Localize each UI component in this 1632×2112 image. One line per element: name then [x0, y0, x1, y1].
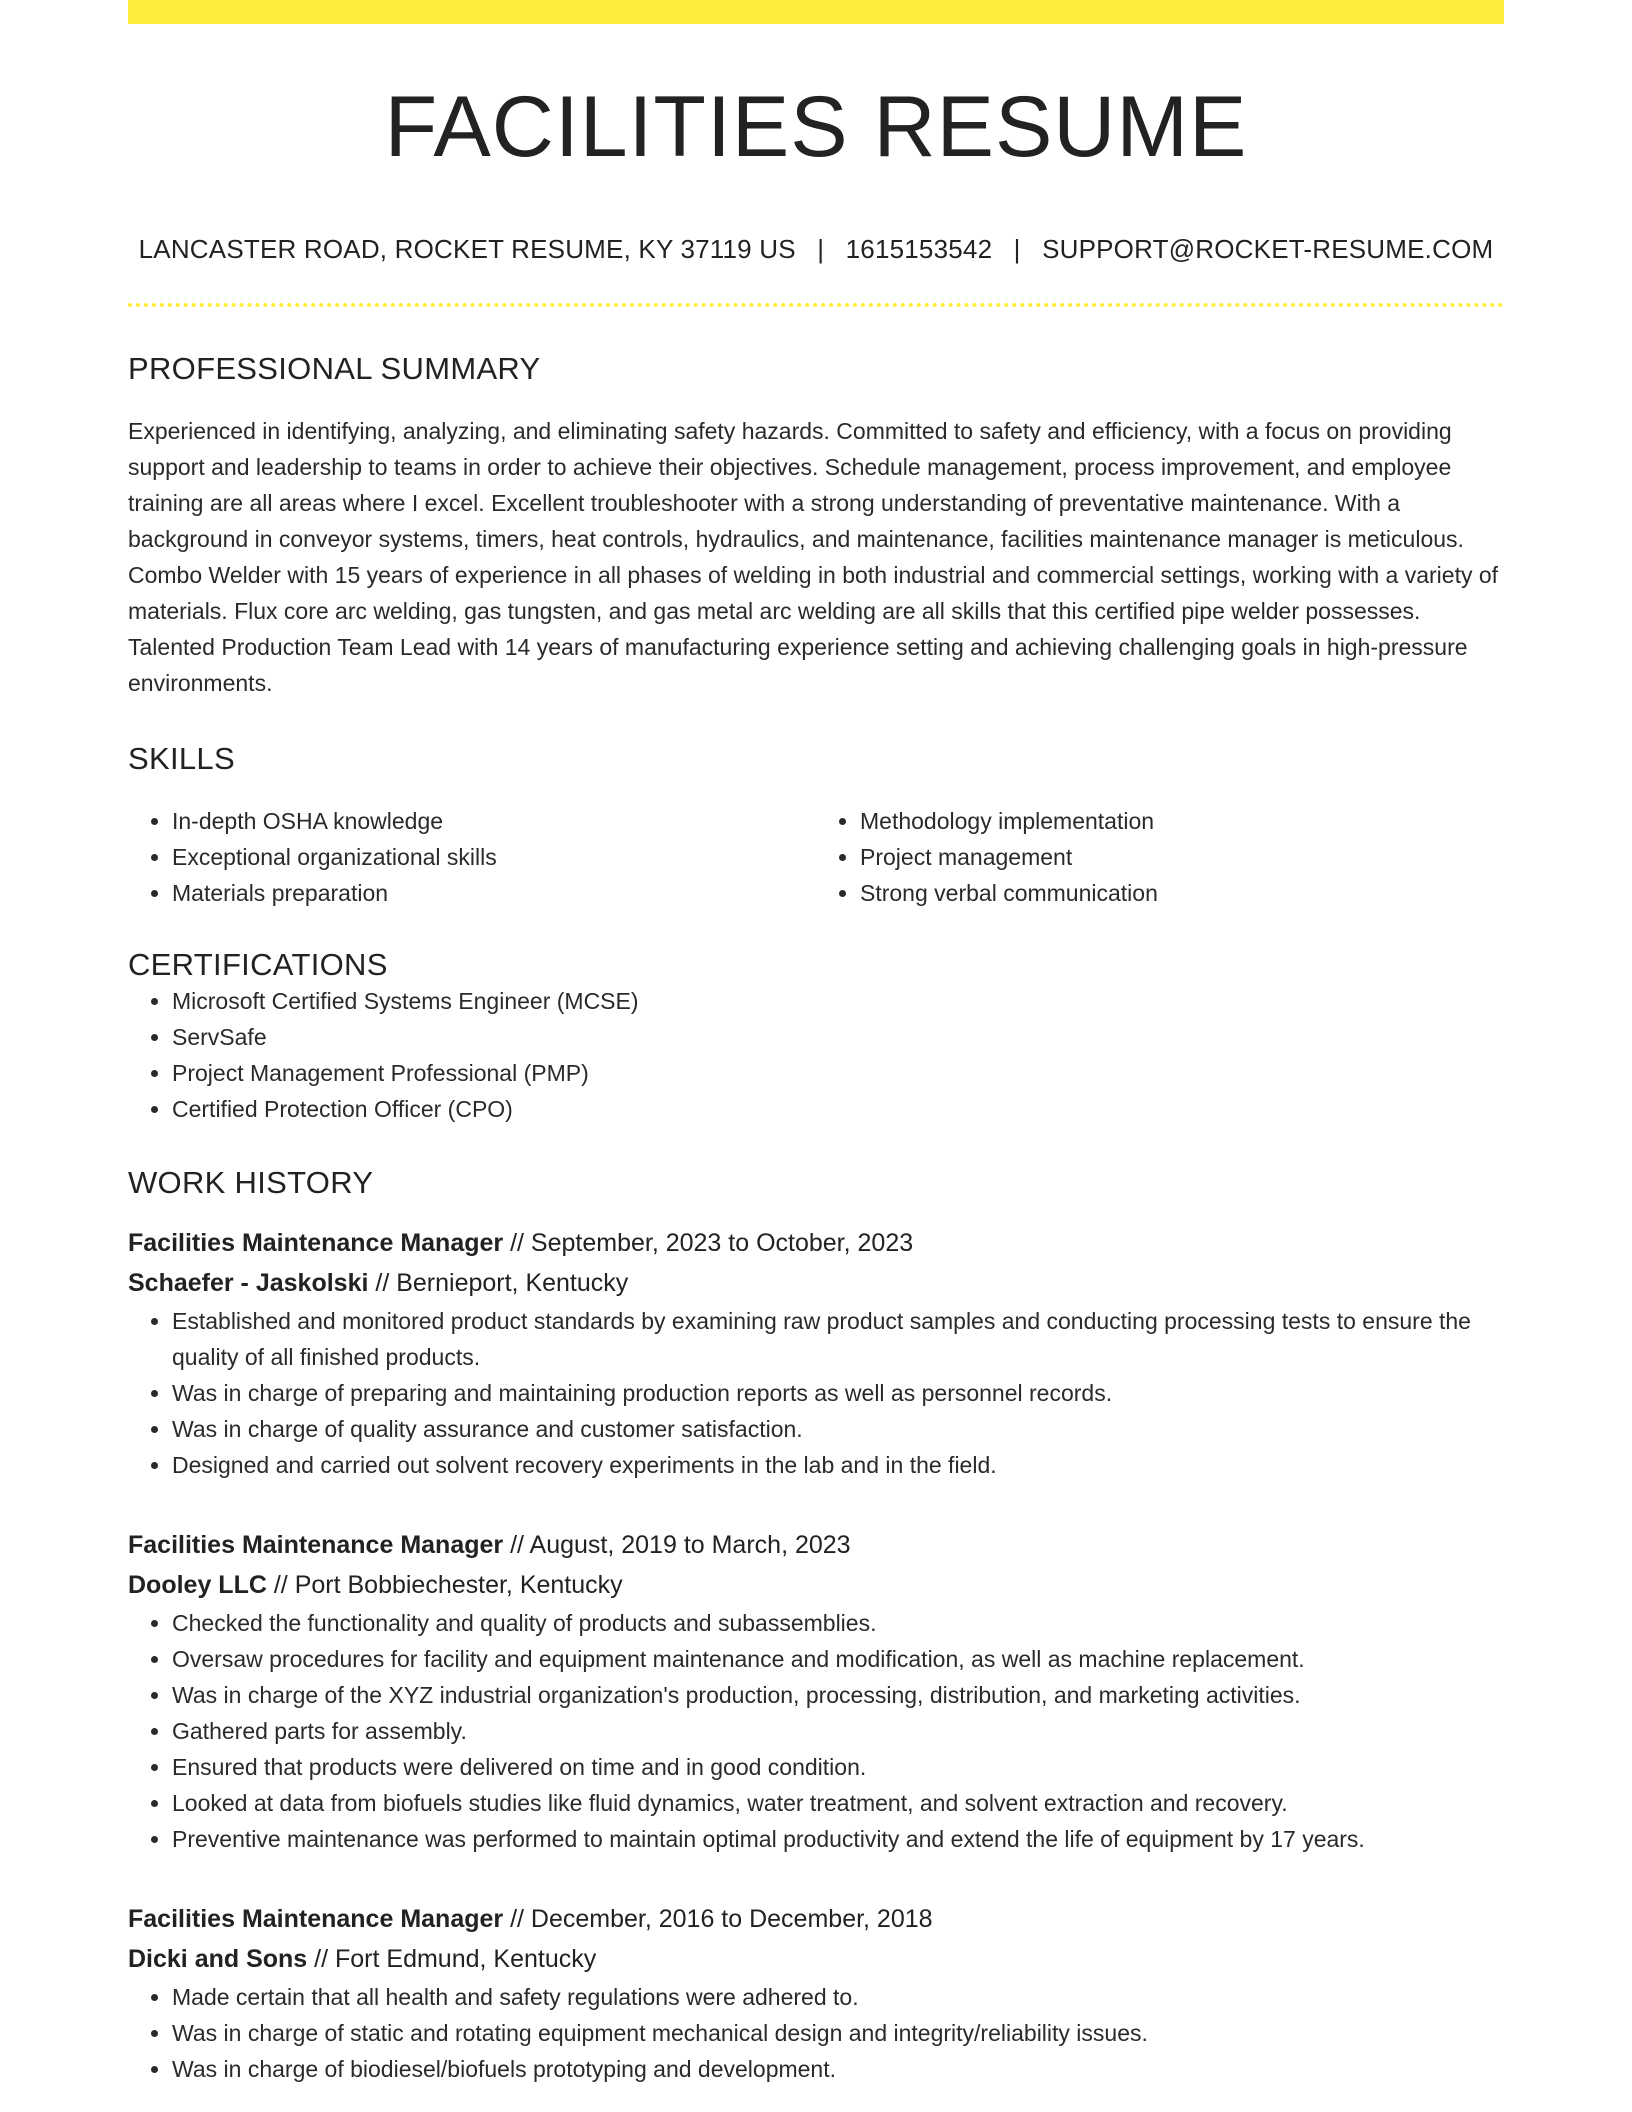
skill-item: • Methodology implementation: [860, 803, 1504, 839]
contact-line: [128, 234, 1504, 265]
job-location: // Port Bobbiechester, Kentucky: [266, 1571, 623, 1599]
job-bullet: • Gathered parts for assembly.: [172, 1713, 1504, 1749]
job-company: Dooley LLC: [128, 1571, 267, 1599]
contact-separator: |: [1013, 234, 1021, 264]
skill-item: • Materials preparation: [172, 875, 816, 911]
skill-item: • Project management: [860, 839, 1504, 875]
job-entry: [128, 1223, 1504, 1483]
job-company-line: [128, 1263, 1504, 1303]
summary-heading: PROFESSIONAL SUMMARY: [128, 351, 541, 386]
job-title: Facilities Maintenance Manager: [128, 1531, 504, 1559]
job-company: Dicki and Sons: [128, 1945, 308, 1973]
skill-item: • Exceptional organizational skills: [172, 839, 816, 875]
job-bullet: • Ensured that products were delivered on time and in good condition.: [172, 1749, 1504, 1785]
resume-title: FACILITIES RESUME: [384, 79, 1248, 175]
skill-item: • Strong verbal communication: [860, 875, 1504, 911]
dotted-divider: [128, 303, 1504, 307]
certification-item: • Project Management Professional (PMP): [172, 1055, 1504, 1091]
job-entry: [128, 1899, 1504, 2087]
job-bullet: • Was in charge of quality assurance and customer satisfaction.: [172, 1411, 1504, 1447]
job-title: Facilities Maintenance Manager: [128, 1229, 504, 1257]
job-entry: [128, 1525, 1504, 1857]
contact-email: SUPPORT@ROCKET-RESUME.COM: [1042, 234, 1494, 264]
job-bullets: [128, 1979, 1504, 2087]
certifications-list: [128, 983, 1504, 1127]
certifications-heading: CERTIFICATIONS: [128, 947, 388, 982]
work-history-heading: WORK HISTORY: [128, 1165, 374, 1200]
job-bullet: • Designed and carried out solvent recovery experiments in the lab and in the field.: [172, 1447, 1504, 1483]
certification-item: • Certified Protection Officer (CPO): [172, 1091, 1504, 1127]
resume-page: [128, 0, 1504, 2087]
certification-item: • ServSafe: [172, 1019, 1504, 1055]
skills-heading: SKILLS: [128, 741, 235, 776]
job-dates: // December, 2016 to December, 2018: [503, 1905, 933, 1933]
job-company: Schaefer - Jaskolski: [128, 1269, 369, 1297]
contact-phone: 1615153542: [845, 234, 993, 264]
job-company-line: [128, 1565, 1504, 1605]
job-bullet: • Oversaw procedures for facility and equipment maintenance and modification, as well as machine replacement.: [172, 1641, 1504, 1677]
contact-address: LANCASTER ROAD, ROCKET RESUME, KY 37119 US: [138, 234, 796, 264]
skill-item: • In-depth OSHA knowledge: [172, 803, 816, 839]
skills-grid: [128, 803, 1504, 911]
job-location: // Bernieport, Kentucky: [368, 1269, 629, 1297]
job-location: // Fort Edmund, Kentucky: [307, 1945, 597, 1973]
skills-column-right: [816, 803, 1504, 911]
job-bullet: • Was in charge of static and rotating equipment mechanical design and integrity/reliability issues.: [172, 2015, 1504, 2051]
job-dates: // August, 2019 to March, 2023: [503, 1531, 851, 1559]
job-bullet: • Checked the functionality and quality of products and subassemblies.: [172, 1605, 1504, 1641]
job-bullet: • Was in charge of biodiesel/biofuels prototyping and development.: [172, 2051, 1504, 2087]
job-bullet: • Was in charge of the XYZ industrial organization's production, processing, distribution, and marketing activities.: [172, 1677, 1504, 1713]
summary-text: Experienced in identifying, analyzing, and eliminating safety hazards. Committed to safety and efficiency, with a focus on providing support and leadership to teams in order to achieve their objectives. Schedule management, process improvement, and employee training are all areas where I excel. Excellent troubleshooter with a strong understanding of preventative maintenance. With a background in conveyor systems, timers, heat controls, hydraulics, and maintenance, facilities maintenance manager is meticulous. Combo Welder with 15 years of experience in all phases of welding in both industrial and commercial settings, working with a variety of materials. Flux core arc welding, gas tungsten, and gas metal arc welding are all skills that this certified pipe welder possesses. Talented Production Team Lead with 14 years of manufacturing experience setting and achieving challenging goals in high-pressure environments.: [128, 418, 1499, 696]
job-title-line: [128, 1525, 1504, 1565]
skills-list-right: [816, 803, 1504, 911]
job-bullet: • Looked at data from biofuels studies like fluid dynamics, water treatment, and solvent extraction and recovery.: [172, 1785, 1504, 1821]
job-bullet: • Established and monitored product standards by examining raw product samples and conducting processing tests to ensure the quality of all finished products.: [172, 1303, 1504, 1375]
certification-item: • Microsoft Certified Systems Engineer (MCSE): [172, 983, 1504, 1019]
job-bullet: • Preventive maintenance was performed to maintain optimal productivity and extend the life of equipment by 17 years.: [172, 1821, 1504, 1857]
top-accent-bar: [128, 0, 1504, 24]
job-title-line: [128, 1223, 1504, 1263]
job-title: Facilities Maintenance Manager: [128, 1905, 504, 1933]
job-bullets: [128, 1303, 1504, 1483]
skills-column-left: [128, 803, 816, 911]
job-bullet: • Made certain that all health and safety regulations were adhered to.: [172, 1979, 1504, 2015]
job-bullet: • Was in charge of preparing and maintaining production reports as well as personnel records.: [172, 1375, 1504, 1411]
job-title-line: [128, 1899, 1504, 1939]
job-bullets: [128, 1605, 1504, 1857]
job-company-line: [128, 1939, 1504, 1979]
contact-separator: |: [817, 234, 825, 264]
skills-list-left: [128, 803, 816, 911]
job-dates: // September, 2023 to October, 2023: [503, 1229, 914, 1257]
